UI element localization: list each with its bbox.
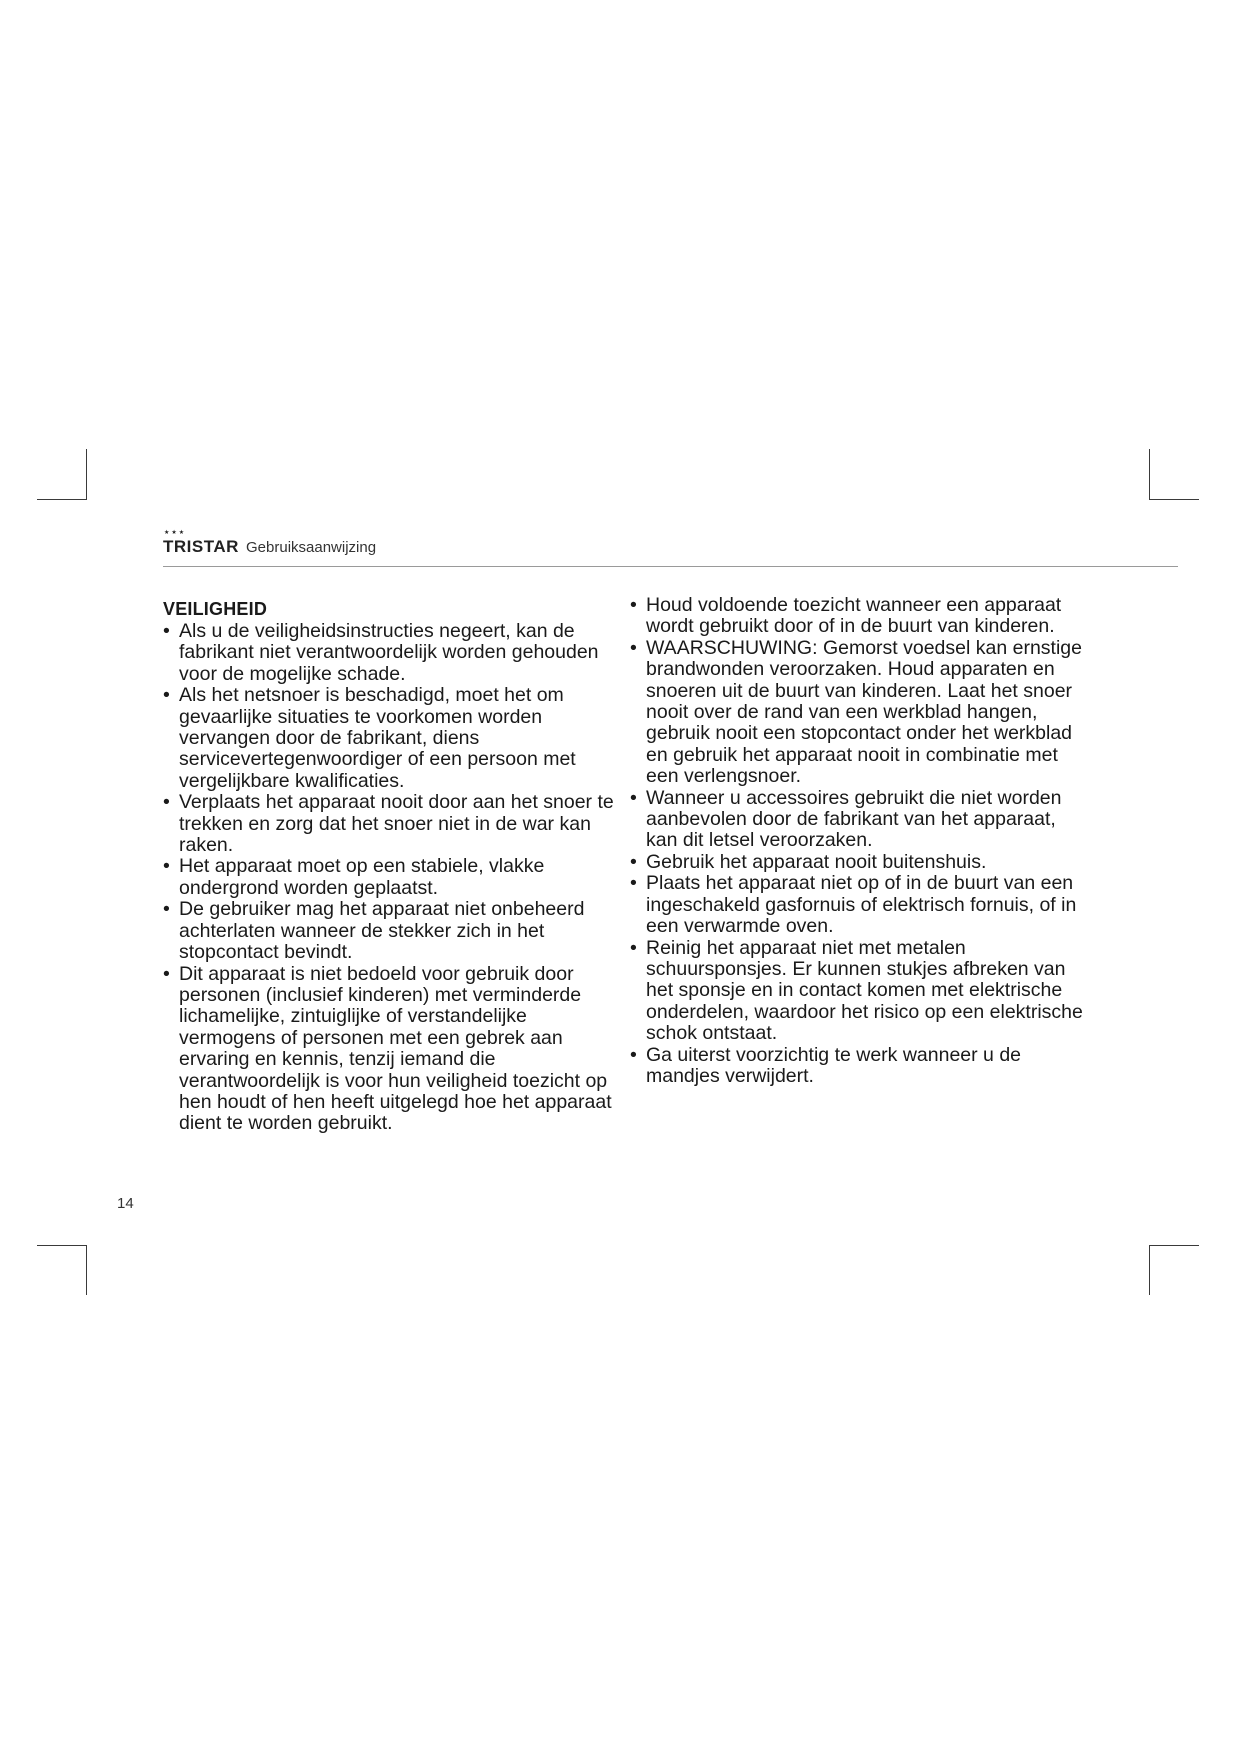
crop-mark [37, 1245, 87, 1246]
list-item: • Ga uiterst voorzichtig te werk wanneer u de mandjes verwijdert. [630, 1045, 1090, 1088]
list-item: • Plaats het apparaat niet op of in de buurt van een ingeschakeld gasfornuis of elektrisch fornuis, of in een verwarmde oven. [630, 873, 1090, 937]
list-item: • Verplaats het apparaat nooit door aan het snoer te trekken en zorg dat het snoer niet in de war kan raken. [163, 792, 623, 856]
left-column [163, 599, 623, 1135]
list-item: • Als het netsnoer is beschadigd, moet het om gevaarlijke situaties te voorkomen worden vervangen door de fabrikant, diens servicevertegenwoordiger of een persoon met vergelijkbare kwalificaties. [163, 685, 623, 792]
page-number: 14 [117, 1195, 134, 1212]
list-item: • Reinig het apparaat niet met metalen schuursponsjes. Er kunnen stukjes afbreken van het sponsje en in contact komen met elektrische onderdelen, waardoor het risico op een elektrische schok ontstaat. [630, 938, 1090, 1045]
list-item: • Het apparaat moet op een stabiele, vlakke ondergrond worden geplaatst. [163, 856, 623, 899]
document-title: Gebruiksaanwijzing [246, 539, 377, 556]
crop-mark [37, 499, 87, 500]
list-item: • De gebruiker mag het apparaat niet onbeheerd achterlaten wanneer de stekker zich in het stopcontact bevindt. [163, 899, 623, 963]
section-heading: VEILIGHEID [163, 599, 268, 619]
page-header [163, 530, 1178, 567]
crop-mark [1149, 1245, 1199, 1246]
crop-mark [1149, 1245, 1150, 1295]
crop-mark [1149, 449, 1150, 499]
list-item: • Houd voldoende toezicht wanneer een apparaat wordt gebruikt door of in de buurt van kinderen. [630, 595, 1090, 638]
list-item: • Wanneer u accessoires gebruikt die niet worden aanbevolen door de fabrikant van het apparaat, kan dit letsel veroorzaken. [630, 788, 1090, 852]
brand-logo: TRISTAR [163, 537, 239, 556]
right-column [630, 595, 1090, 1087]
list-item: • Gebruik het apparaat nooit buitenshuis. [630, 852, 1090, 873]
list-item: • WAARSCHUWING: Gemorst voedsel kan ernstige brandwonden veroorzaken. Houd apparaten en snoeren uit de buurt van kinderen. Laat het snoer nooit over de rand van een werkblad hangen, gebruik nooit een stopcontact onder het werkblad en gebruik het apparaat nooit in combinatie met een verlengsnoer. [630, 638, 1090, 788]
list-item: • Als u de veiligheidsinstructies negeert, kan de fabrikant niet verantwoordelijk worden gehouden voor de mogelijke schade. [163, 621, 623, 685]
crop-mark [1149, 499, 1199, 500]
crop-mark [86, 1245, 87, 1295]
crop-mark [86, 449, 87, 499]
safety-list-left [163, 621, 623, 1135]
safety-list-right [630, 595, 1090, 1087]
list-item: • Dit apparaat is niet bedoeld voor gebruik door personen (inclusief kinderen) met verminderde lichamelijke, zintuiglijke of verstandelijke vermogens of personen met een gebrek aan ervaring en kennis, tenzij iemand die verantwoordelijk is voor hun veiligheid toezicht op hen houdt of hen heeft uitgelegd hoe het apparaat dient te worden gebruikt. [163, 964, 623, 1135]
brand-stars: ★★★ [164, 530, 187, 536]
